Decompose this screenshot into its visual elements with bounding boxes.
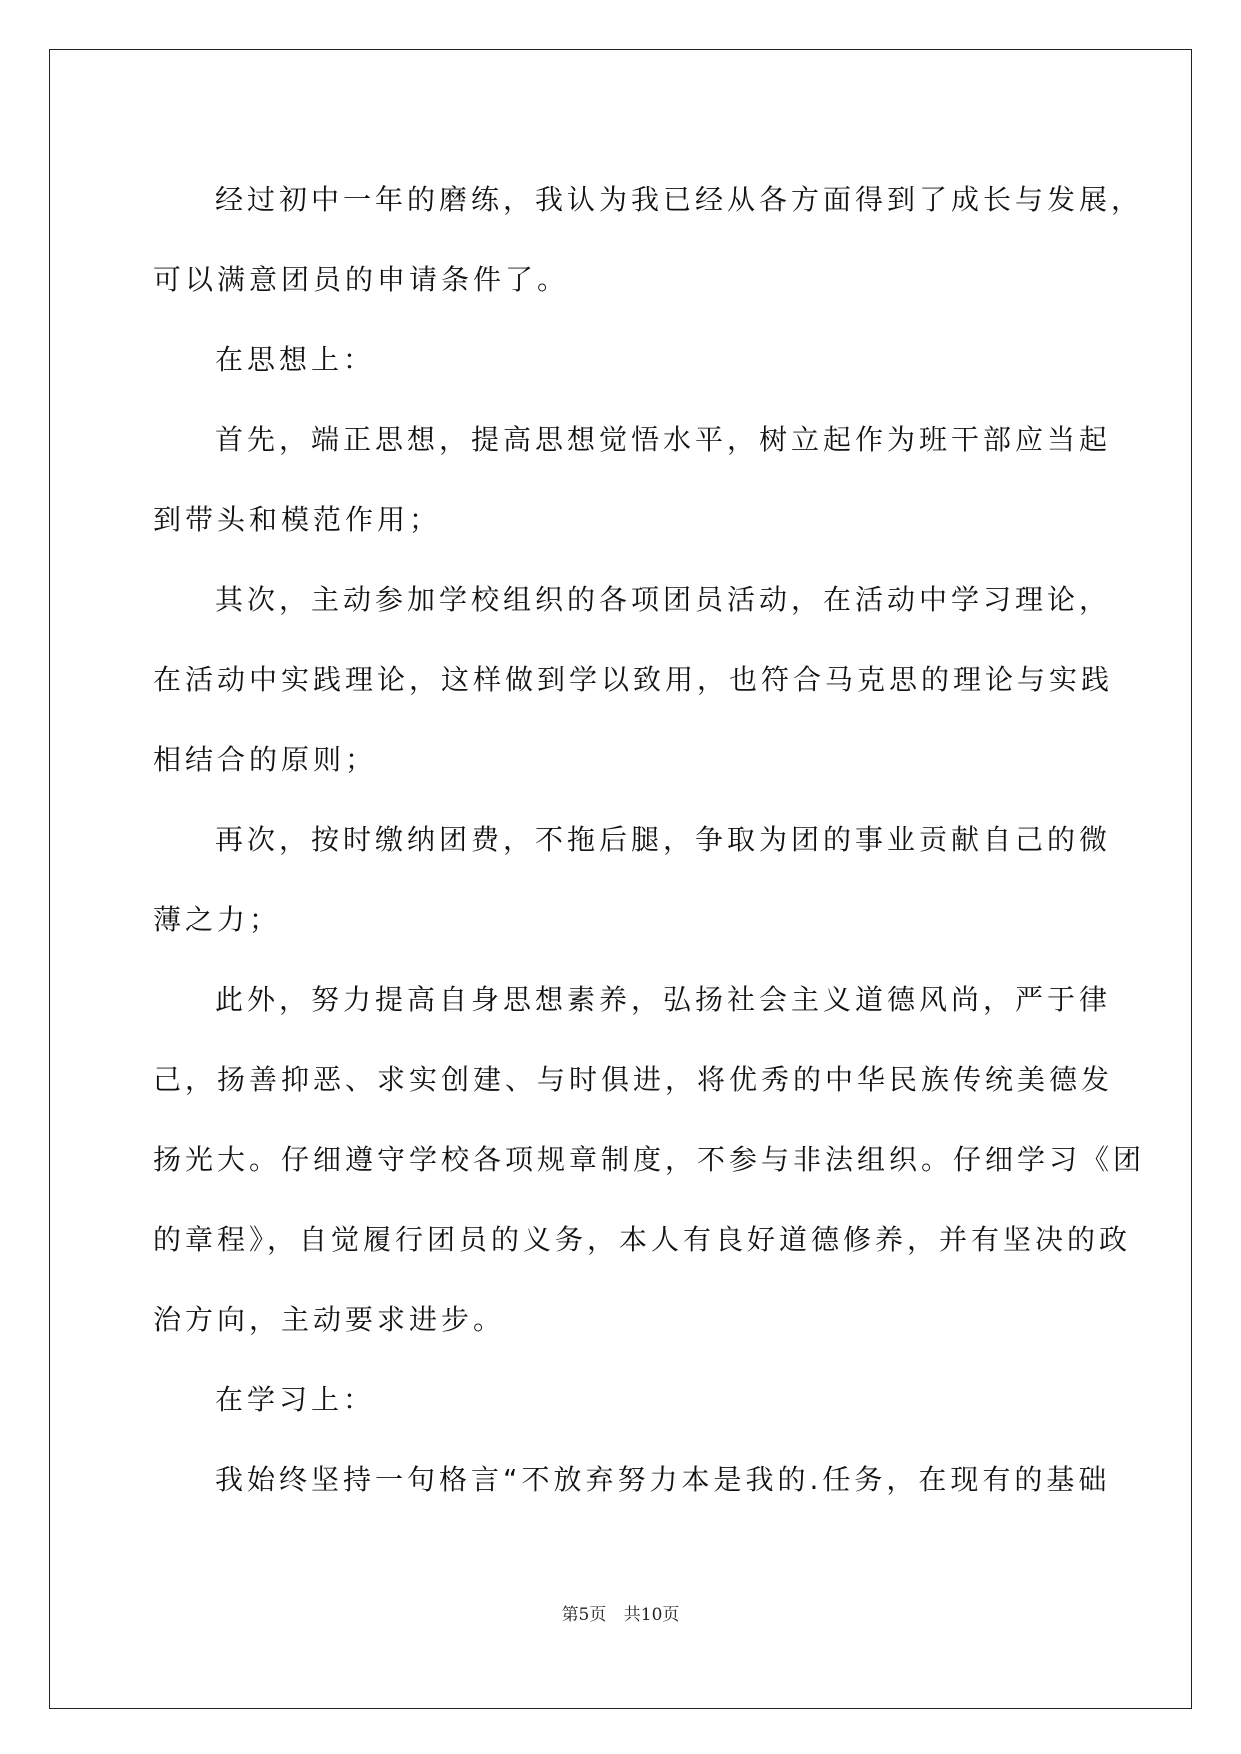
text-line: 在学习上： [215,1383,376,1416]
text-line: 相结合的原则； [153,743,378,776]
text-line: 经过初中一年的磨练，我认为我已经从各方面得到了成长与发展， [215,183,1144,216]
page-footer [0,1603,1241,1627]
text-line: 己，扬善抑恶、求实创建、与时俱进，将优秀的中华民族传统美德发 [153,1063,1114,1096]
page-total: 共10页 [623,1605,680,1625]
text-line: 再次，按时缴纳团费，不拖后腿，争取为团的事业贡献自己的微 [215,823,1112,856]
text-line: 扬光大。仔细遵守学校各项规章制度，不参与非法组织。仔细学习《团 [153,1143,1146,1176]
text-line: 首先，端正思想，提高思想觉悟水平，树立起作为班干部应当起 [215,423,1112,456]
document-body [153,160,1146,1520]
text-line: 薄之力； [153,903,282,936]
text-line: 到带头和模范作用； [153,503,442,536]
text-line: 我始终坚持一句格言“不放弃努力本是我的.任务，在现有的基础 [215,1463,1111,1496]
page-number: 第5页 [561,1605,607,1625]
text-line: 在思想上： [215,343,376,376]
text-line: 的章程》，自觉履行团员的义务，本人有良好道德修养，并有坚决的政 [153,1223,1132,1256]
text-line: 治方向，主动要求进步。 [153,1303,506,1336]
text-line: 其次，主动参加学校组织的各项团员活动，在活动中学习理论， [215,583,1112,616]
text-line: 在活动中实践理论，这样做到学以致用，也符合马克思的理论与实践 [153,663,1114,696]
text-line: 可以满意团员的申请条件了。 [153,263,570,296]
text-line: 此外，努力提高自身思想素养，弘扬社会主义道德风尚，严于律 [215,983,1112,1016]
